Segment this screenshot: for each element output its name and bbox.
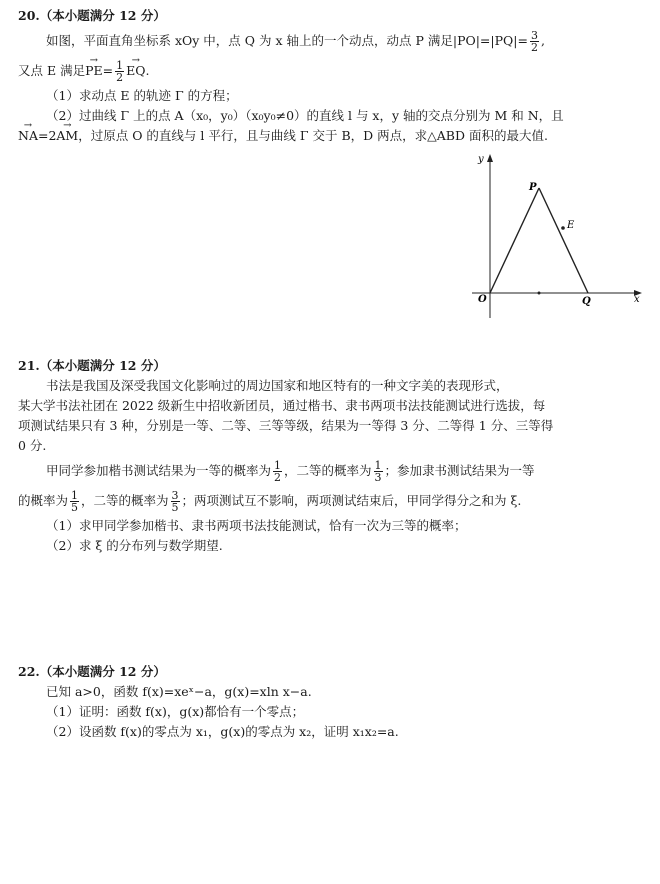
vector-eq: → EQ — [126, 56, 145, 86]
frac-den: 3 — [374, 471, 382, 484]
question-21-stem-2: 某大学书法社团在 2022 级新生中招收新团员，通过楷书、隶书两项书法技能测试进行选拔，每 — [18, 398, 546, 413]
question-20-line-2 — [18, 56, 642, 86]
frac-den: 2 — [274, 471, 282, 484]
question-22 — [18, 662, 642, 742]
question-22-part-1: （1）证明：函数 f(x)，g(x)都恰有一个零点； — [46, 704, 305, 719]
frac-den: 2 — [530, 41, 538, 54]
q21-prob2-text: 的概率为 — [18, 493, 69, 508]
q20-part2-mid: =2 — [37, 128, 57, 143]
fraction-three-halves — [530, 30, 539, 53]
question-20-figure — [466, 150, 646, 320]
question-21 — [18, 356, 642, 556]
equals-sign: = — [102, 63, 114, 78]
question-21-stem-1: 书法是我国及深受我国文化影响过的周边国家和地区特有的一种文字美的表现形式， — [46, 378, 509, 393]
point-e — [561, 226, 565, 230]
y-axis-label: y — [478, 154, 484, 165]
q20-part2-end: ，过原点 O 的直线与 l 平行，且与曲线 Γ 交于 B，D 两点，求△ABD 面积的最大值. — [78, 128, 548, 143]
q21-prob2-mid: ，二等的概率为 — [81, 493, 169, 508]
fraction-one-half — [115, 60, 124, 83]
frac-den: 5 — [171, 501, 179, 514]
question-22-part-2: （2）设函数 f(x)的零点为 x₁，g(x)的零点为 x₂，证明 x₁x₂=a. — [46, 724, 399, 739]
fraction-three-fifths — [171, 490, 180, 513]
q20-line2-text: 又点 E 满足 — [18, 63, 86, 78]
question-20 — [18, 6, 642, 146]
frac-num: 3 — [171, 489, 179, 502]
x-axis-label: x — [634, 294, 640, 305]
origin-label: O — [478, 294, 487, 305]
vector-na: → NA — [18, 126, 38, 146]
fraction-one-half — [273, 460, 282, 483]
question-21-part-1: （1）求甲同学参加楷书、隶书两项书法技能测试，恰有一次为三等的概率； — [46, 518, 467, 533]
question-21-part-2: （2）求 ξ 的分布列与数学期望. — [46, 538, 223, 553]
frac-num: 1 — [374, 459, 382, 472]
segment-op — [490, 188, 539, 293]
vector-am: → AM — [56, 126, 78, 146]
frac-num: 3 — [530, 29, 538, 42]
frac-den: 2 — [116, 71, 124, 84]
frac-den: 5 — [71, 501, 79, 514]
frac-num: 1 — [71, 489, 79, 502]
vector-pe: → PE — [85, 56, 103, 86]
q20-line1-end: , — [540, 33, 545, 48]
q20-line2-end: . — [145, 63, 150, 78]
question-20-header: 20.（本小题满分 12 分） — [18, 8, 166, 23]
question-22-header: 22.（本小题满分 12 分） — [18, 664, 166, 679]
frac-num: 1 — [274, 459, 282, 472]
question-20-part-1: （1）求动点 E 的轨迹 Γ 的方程； — [46, 88, 238, 103]
question-21-prob-2 — [18, 486, 642, 516]
question-21-stem-3: 项测试结果只有 3 种，分别是一等、二等、三等等级，结果为一等得 3 分、二等得 1 分、三等得 — [18, 418, 554, 433]
question-21-prob-1 — [18, 456, 642, 486]
fraction-one-third — [374, 460, 383, 483]
question-20-line-1 — [18, 26, 642, 56]
point-q-label: Q — [582, 296, 591, 307]
question-21-stem-4: 0 分. — [18, 438, 47, 453]
q21-prob1-end: ；参加隶书测试结果为一等 — [384, 463, 535, 478]
q21-prob2-end: ；两项测试互不影响，两项测试结束后，甲同学得分之和为 ξ. — [181, 493, 522, 508]
question-20-part-2: （2）过曲线 Γ 上的点 A（x₀，y₀）（x₀y₀≠0）的直线 l 与 x，y 轴的交点分别为 M 和 N，且 — [46, 108, 564, 123]
frac-num: 1 — [116, 59, 124, 72]
q21-prob1-mid: ，二等的概率为 — [284, 463, 372, 478]
point-p-label: P — [529, 182, 537, 193]
y-axis-arrow — [487, 154, 493, 162]
segment-pq — [539, 188, 588, 293]
fraction-one-fifth — [70, 490, 79, 513]
question-22-stem: 已知 a>0，函数 f(x)=xeˣ−a，g(x)=xln x−a. — [46, 684, 312, 699]
x-axis-midpoint — [538, 292, 541, 295]
question-20-part-2-cont — [18, 126, 642, 146]
point-e-label: E — [567, 220, 575, 231]
q20-line1-text: 如图，平面直角坐标系 xOy 中，点 Q 为 x 轴上的一个动点，动点 P 满足|PO|=|PQ|= — [46, 33, 528, 48]
question-21-header: 21.（本小题满分 12 分） — [18, 358, 166, 373]
q21-prob1-text: 甲同学参加楷书测试结果为一等的概率为 — [46, 463, 272, 478]
